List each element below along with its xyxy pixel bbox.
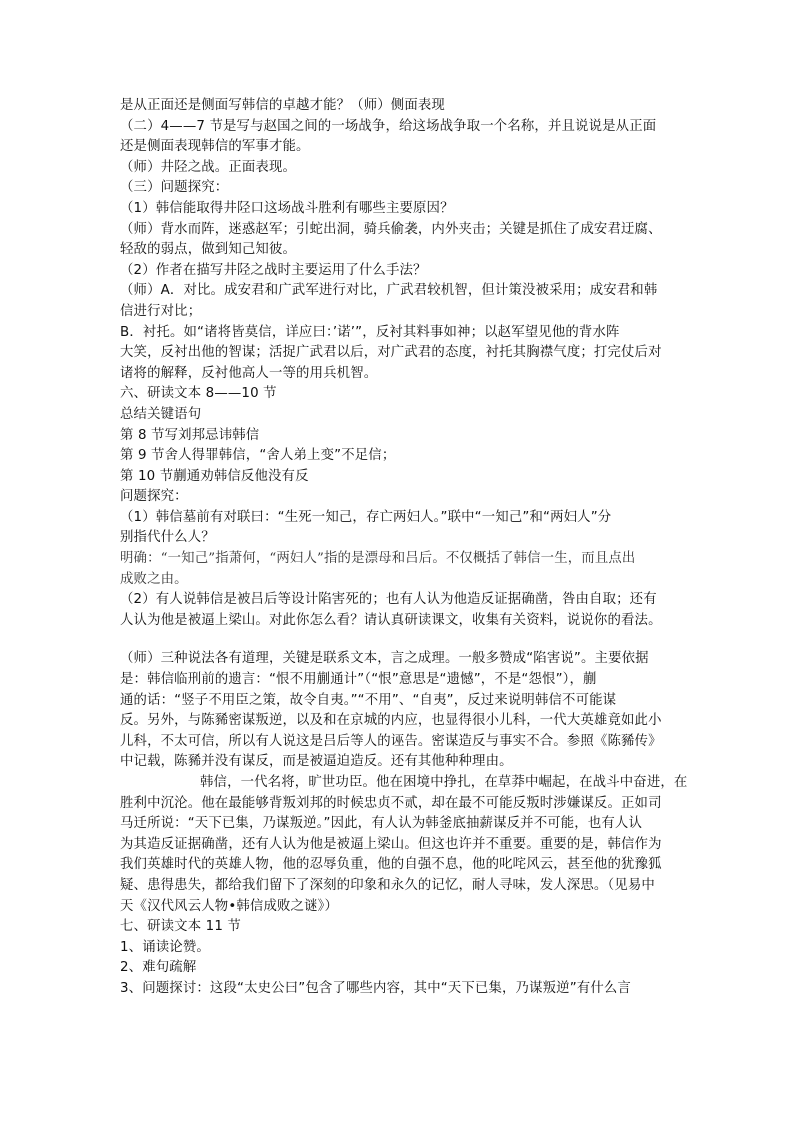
question-line: （2）作者在描写井陉之战时主要运用了什么手法？ bbox=[120, 262, 427, 278]
list-item: 1、诵读论赞。 bbox=[120, 939, 210, 955]
text-line: 第 10 节蒯通劝韩信反他没有反 bbox=[120, 468, 309, 484]
section-heading: （三）问题探究： bbox=[120, 180, 229, 196]
question-line: （1）韩信墓前有对联曰：“生死一知己，存亡两妇人。”联中“一知己”和“两妇人”分 bbox=[120, 509, 612, 525]
text-line: 总结关键语句 bbox=[120, 406, 202, 422]
text-line: 为其造反证据确凿，还有人认为他是被逼上梁山。但这也许并不重要。重要的是，韩信作为 bbox=[120, 836, 662, 852]
answer-line: 成败之由。 bbox=[120, 571, 188, 587]
section-heading: 六、研读文本 8——10 节 bbox=[120, 386, 277, 402]
list-item: 3、问题探讨：这段“太史公曰”包含了哪些内容，其中“天下已集，乃谋叛逆”有什么言 bbox=[120, 980, 631, 996]
question-line: 别指代什么人？ bbox=[120, 530, 215, 546]
text-line: 胜利中沉沦。他在最能够背叛刘邦的时候忠贞不贰，却在最不可能反叛时涉嫌谋反。正如司 bbox=[120, 795, 662, 811]
text-line: 诸将的解释，反衬他高人一等的用兵机智。 bbox=[120, 365, 378, 381]
text-line: 儿科，不太可信，所以有人说这是吕后等人的诬告。密谋造反与事实不合。参照《陈豨传》 bbox=[120, 733, 662, 749]
question-line: （1）韩信能取得井陉口这场战斗胜利有哪些主要原因？ bbox=[120, 200, 454, 216]
text-line: 我们英雄时代的英雄人物，他的忍辱负重，他的自强不息，他的叱咤风云，甚至他的犹豫狐 bbox=[120, 857, 662, 873]
text-line: （师）井陉之战。正面表现。 bbox=[120, 159, 297, 175]
text-line: 马迁所说：“天下已集，乃谋叛逆。”因此，有人认为韩釜底抽薪谋反并不可能，也有人认 bbox=[120, 816, 643, 832]
list-item: 2、难句疏解 bbox=[120, 960, 197, 976]
text-line: （师）三种说法各有道理，关键是联系文本，言之成理。一般多赞成“陷害说”。主要依据 bbox=[120, 651, 649, 667]
text-line: 第 8 节写刘邦忌讳韩信 bbox=[120, 427, 260, 443]
text-line: 反。另外，与陈豨密谋叛逆，以及和在京城的内应，也显得很小儿科，一代大英雄竟如此小 bbox=[120, 713, 662, 729]
text-line: 大笑，反衬出他的智谋；活捉广武君以后，对广武君的态度，衬托其胸襟气度；打完仗后对 bbox=[120, 345, 662, 361]
text-line: 问题探究： bbox=[120, 489, 188, 505]
text-line: B．衬托。如“诸将皆莫信，详应曰：’诺’”，反衬其料事如神；以赵军望见他的背水阵 bbox=[120, 324, 620, 340]
text-line: （师）A．对比。成安君和广武军进行对比，广武君较机智，但计策没被采用；成安君和韩 bbox=[120, 283, 658, 299]
text-line: 韩信，一代名将，旷世功臣。他在困境中挣扎，在草莽中崛起，在战斗中奋进，在 bbox=[200, 775, 688, 790]
text-line: 通的话：“竖子不用臣之策，故令自夷。”“不用”、“自夷”，反过来说明韩信不可能谋 bbox=[120, 692, 617, 708]
text-line: 还是侧面表现韩信的军事才能。 bbox=[120, 139, 310, 155]
section-heading: 七、研读文本 11 节 bbox=[120, 919, 241, 935]
text-line: 是从正面还是侧面写韩信的卓越才能？（师）侧面表现 bbox=[120, 98, 445, 113]
text-line: 中记载，陈豨并没有谋反，而是被逼迫造反。还有其他种种理由。 bbox=[120, 754, 513, 770]
text-line: 轻敌的弱点，做到知己知彼。 bbox=[120, 242, 297, 258]
text-line: 天《汉代风云人物•韩信成败之谜》） bbox=[120, 898, 338, 914]
text-line: 是：韩信临刑前的遗言：“恨不用蒯通计”（“恨”意思是“遗憾”，不是“怨恨”），蒯 bbox=[120, 672, 597, 688]
text-line: （二）4——7 节是写与赵国之间的一场战争，给这场战争取一个名称，并且说说是从正面 bbox=[120, 118, 657, 134]
answer-line: 明确：“一知己”指萧何，“两妇人”指的是漂母和吕后。不仅概括了韩信一生，而且点出 bbox=[120, 551, 636, 567]
text-line: 疑、患得患失，都给我们留下了深刻的印象和永久的记忆，耐人寻味，发人深思。（见易中 bbox=[120, 877, 655, 893]
question-line: （2）有人说韩信是被吕后等设计陷害死的；也有人认为他造反证据确凿，咎由自取；还有 bbox=[120, 592, 657, 608]
text-line: （师）背水而阵，迷惑赵军；引蛇出洞，骑兵偷袭，内外夹击；关键是抓住了成安君迂腐、 bbox=[120, 221, 662, 237]
document-body bbox=[120, 96, 688, 1000]
text-line: 第 9 节舍人得罪韩信，“舍人弟上变”不足信； bbox=[120, 448, 396, 464]
text-line: 信进行对比； bbox=[120, 303, 202, 319]
paragraph-gap bbox=[120, 631, 685, 649]
question-line: 人认为他是被逼上梁山。对此你怎么看？请认真研读课文，收集有关资料，说说你的看法。 bbox=[120, 612, 662, 628]
